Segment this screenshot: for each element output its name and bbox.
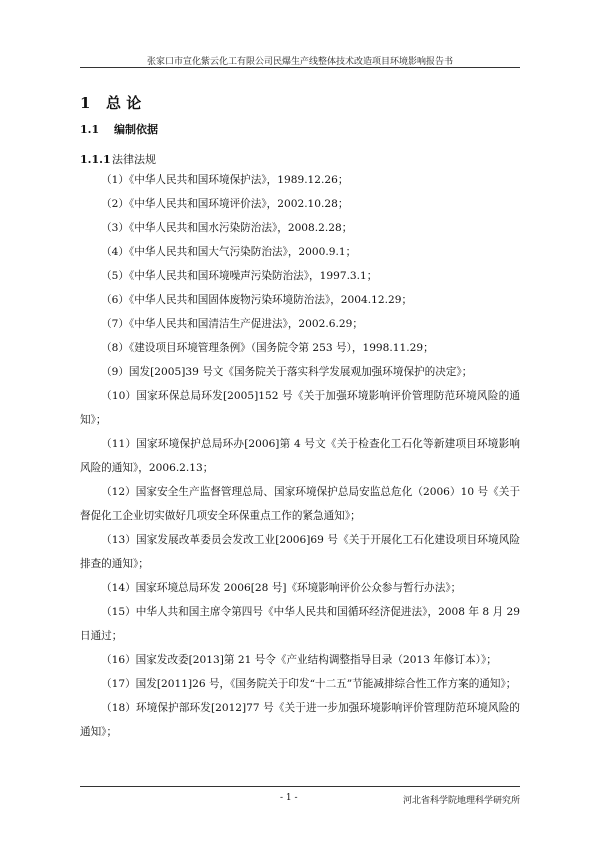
list-item: （16）国家发改委[2013]第 21 号令《产业结构调整指导目录（2013 年修订本）》；: [101, 654, 497, 666]
chapter-title: 总 论: [106, 94, 142, 112]
subsection-heading: [80, 151, 156, 167]
list-item: （1）《中华人民共和国环境保护法》，1989.12.26；: [101, 174, 349, 186]
regulation-list: [80, 168, 520, 744]
subsection-title: 法律法规: [112, 153, 156, 166]
list-item: （14）国家环境总局环发 2006[28 号]《环境影响评价公众参与暂行办法》；: [101, 582, 462, 594]
footer-rule: [80, 786, 520, 787]
list-item: （17）国发[2011]26 号，《国务院关于印发“十二五”节能减排综合性工作方案的通知》；: [101, 678, 517, 690]
list-item: （2）《中华人民共和国环境评价法》，2002.10.28；: [101, 198, 349, 210]
list-item: （11）国家环境保护总局环办[2006]第 4 号文《关于检查化工石化等新建项目环境影响风险的通知》，2006.2.13；: [80, 438, 520, 474]
subsection-number: 1.1.1: [80, 153, 111, 166]
list-item: （9）国发[2005]39 号文《国务院关于落实科学发展观加强环境保护的决定》；: [101, 366, 473, 378]
list-item: （3）《中华人民共和国水污染防治法》，2008.2.28；: [101, 222, 353, 234]
section-number: 1.1: [80, 123, 100, 136]
list-item: （10）国家环保总局环发[2005]152 号《关于加强环境影响评价管理防范环境风险的通知》；: [80, 390, 520, 426]
list-item: （8）《建设项目环境管理条例》（国务院令第 253 号），1998.11.29；: [101, 342, 434, 354]
section-heading: [80, 121, 158, 137]
list-item: （5）《中华人民共和国环境噪声污染防治法》，1997.3.1；: [101, 270, 378, 282]
list-item: （15）中华人共和国主席令第四号《中华人民共和国循环经济促进法》，2008 年 8 月 29 日通过；: [80, 606, 520, 642]
list-item: （12）国家安全生产监督管理总局、国家环境保护总局安监总危化（2006）10 号《关于督促化工企业切实做好几项安全环保重点工作的紧急通知》；: [80, 486, 520, 522]
list-item: （7）《中华人民共和国清洁生产促进法》，2002.6.29；: [101, 318, 363, 330]
list-item: （13）国家发展改革委员会发改工业[2006]69 号《关于开展化工石化建设项目环境风险排查的通知》；: [80, 534, 520, 570]
list-item: （4）《中华人民共和国大气污染防治法》，2000.9.1；: [101, 246, 357, 258]
header-rule: [80, 67, 520, 68]
list-item: （18）环境保护部环发[2012]77 号《关于进一步加强环境影响评价管理防范环境风险的通知》；: [80, 702, 520, 738]
chapter-number: 1: [80, 94, 91, 112]
list-item: （6）《中华人民共和国固体废物污染环境防治法》，2004.12.29；: [101, 294, 413, 306]
chapter-heading: [80, 92, 141, 113]
section-title: 编制依据: [114, 123, 158, 136]
footer-institute: 河北省科学院地理科学研究所: [402, 796, 520, 806]
running-header: 张家口市宣化紫云化工有限公司民爆生产线整体技术改造项目环境影响报告书: [146, 57, 453, 67]
page-number: - 1 -: [280, 793, 298, 803]
